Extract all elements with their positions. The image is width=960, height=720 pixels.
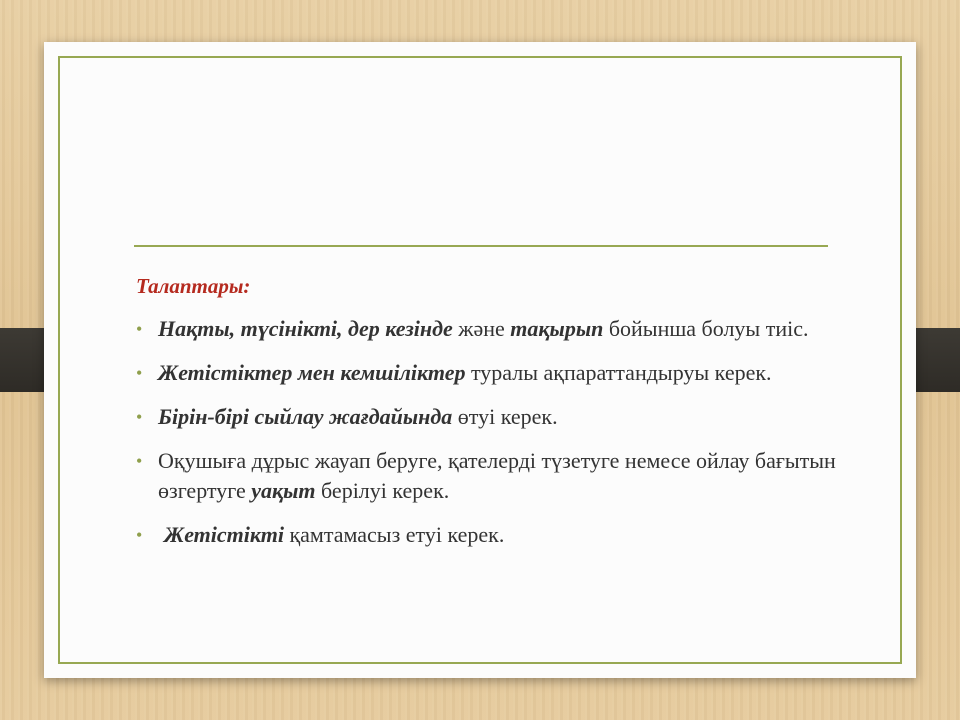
bullet-1-text-1: Нақты, түсінікті, дер кезінде (158, 316, 453, 341)
bullet-1-text-2: және (452, 316, 511, 341)
bullet-4-text-1: Оқушыға дұрыс жауап беруге, қателерді түзетуге немесе ойлау бағытын өзгертуге (158, 448, 836, 503)
bullet-dot-icon: • (136, 407, 143, 427)
slide-card (44, 42, 916, 678)
bullet-1-text-3: тақырып (510, 316, 604, 341)
bullet-list (136, 314, 836, 550)
bullet-3-text-2: өтуі керек. (452, 404, 558, 429)
bullet-1-text-4: бойынша болуы тиіс. (603, 316, 809, 341)
bullet-2-text-2: туралы ақпараттандыруы керек. (465, 360, 772, 385)
bullet-dot-icon: • (136, 525, 143, 545)
bullet-item-3 (136, 402, 836, 432)
bullet-item-4 (136, 446, 836, 506)
slide-content (136, 274, 836, 564)
title-divider-line (134, 245, 828, 247)
bullet-2-text-1: Жетістіктер мен кемшіліктер (158, 360, 466, 385)
bullet-item-5 (136, 520, 836, 550)
bullet-dot-icon: • (136, 363, 143, 383)
bullet-5-text-2: қамтамасыз етуі керек. (283, 522, 505, 547)
bullet-dot-icon: • (136, 451, 143, 471)
bullet-4-text-3: берілуі керек. (315, 478, 450, 503)
slide-heading: Талаптары: (136, 274, 251, 298)
bullet-dot-icon: • (136, 319, 143, 339)
bullet-item-2 (136, 358, 836, 388)
bullet-item-1 (136, 314, 836, 344)
bullet-3-text-1: Бірін-бірі сыйлау жағдайында (158, 404, 453, 429)
bullet-5-text-1: Жетістікті (164, 522, 284, 547)
bullet-4-text-2: уақыт (251, 478, 316, 503)
